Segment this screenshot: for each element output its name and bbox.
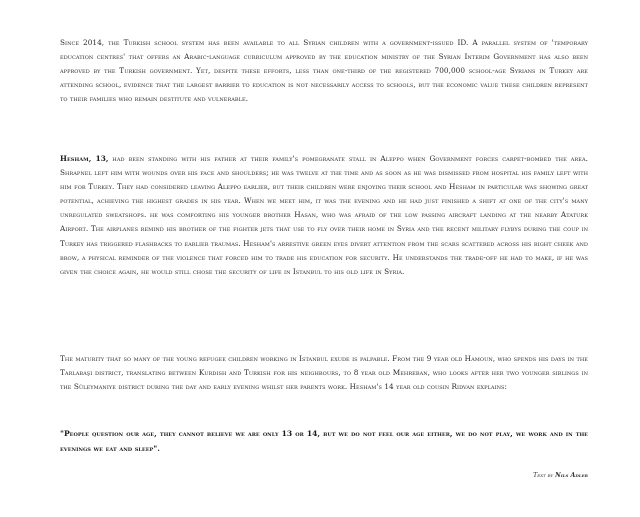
paragraph-education-system: Since 2014, the Turkish school system has been available to all Syrian children with a government-issued ID. A parallel system of 'temporary education centres' that offers an Arabic-language curriculum approved by the education ministry of the Syrian Interim Government has also been approved by the Turkish government. Yet, despite these efforts, less than one-third of the registered 700,000 school-age Syrians in Turkey are attending school, evidence that the largest barrier to education is not necessarily access to schools, but the economic value these children represent to their families who remain destitute and vulnerable.: [60, 38, 588, 104]
credit-prefix: Text by: [533, 472, 556, 479]
paragraph-maturity: The maturity that so many of the young refugee children working in Istanbul exude is palpable. From the 9 year old Hamoun, who spends his days in the Tarlabaşi district, translating between Kurdish and Turkish for his neighbours, to 8 year old Mehreban, who looks after her two younger siblings in the Süleymaniye district during the day and early evening whilst her parents work. Hesham's 14 year old cousin Ridvan explains:: [60, 354, 588, 392]
paragraph-hesham-text: had been standing with his father at their family's pomegranate stall in Aleppo when Government forces carpet-bombed the area. Shrapnel left him with wounds over his face and shoulders; he was twelve at the time and as soon as he was dismissed from hospital his family left with him for Turkey. They had considered leaving Aleppo earlier, but their children were enjoying their school and Hesham in particular was showing great potential, achieving the highest grades in his year. When we meet him, it was the evening and he had just finished a shift at one of the city's many unregulated sweatshops. he was comforting his younger brother Hasan, who was afraid of the low passing aircraft landing at the nearby Ataturk Airport. The airplanes remind his brother of the fighter jets that use to fly over their home in Syria and the recent military flybys during the coup in Turkey has triggered flashbacks to earlier traumas. Hesham's arrestive green eyes divert attention from the scars scattered across his right cheek and brow, a physical reminder of the violence that forced him to trade his education for security. He understands the trade-off he had to make, if he was given the choice again, he would still chose the security of life in Istanbul to his old life in Syria.: [60, 154, 588, 276]
paragraph-lead-name: Hesham, 13,: [60, 154, 109, 163]
credit-author: Nils Adler: [555, 472, 588, 479]
author-credit: [533, 472, 588, 479]
ridvan-quote: "People question our age, they cannot believe we are only 13 or 14, but we do not feel our age either, we do not play, we work and in the evenings we eat and sleep".: [60, 429, 588, 453]
paragraph-hesham: [60, 152, 588, 279]
